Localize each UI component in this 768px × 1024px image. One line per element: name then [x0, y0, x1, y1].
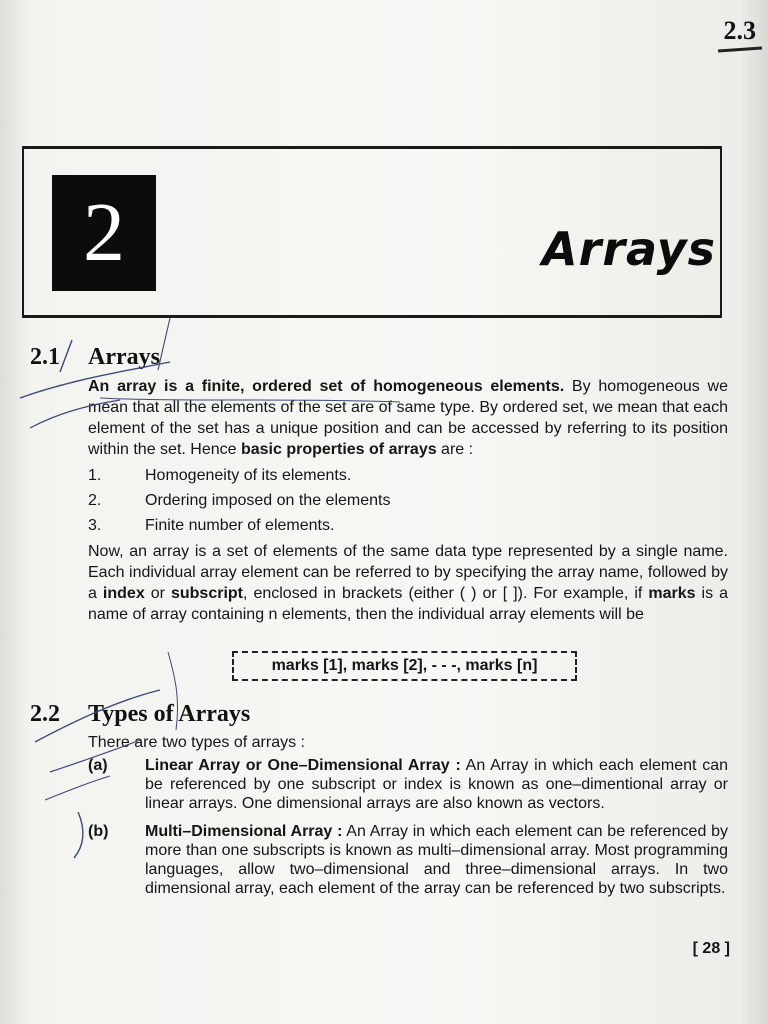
para-text: or: [144, 585, 171, 602]
properties-bold: basic properties of arrays: [240, 441, 437, 458]
item-text: An Array in which each element can be referenced by more than one subscripts is known as multi–dimensional array. Most programming languages, allow two–dimensional and three–dimensional arrays. In two dimensional array, each element of the array can be referenced by two subscripts.: [145, 823, 729, 897]
subscript-bold: subscript: [170, 585, 243, 602]
paragraph-array-definition: [88, 376, 728, 460]
item-title: Linear Array or One–Dimensional Array :: [145, 757, 461, 774]
corner-section-label: 2.3: [723, 16, 756, 45]
chapter-number: 2: [52, 175, 156, 291]
page-number: [ 28 ]: [692, 940, 730, 957]
list-item: [88, 516, 334, 536]
list-text: Homogeneity of its elements.: [145, 467, 352, 484]
para-text: Now, an array is a set of elements of the same data type represented by a single name. Each individual array element can be referred to by specifying the array name, followed by a: [88, 543, 728, 602]
list-number: 2.: [88, 492, 102, 509]
definition-bold: An array is a finite, ordered set of homogeneous elements.: [88, 378, 565, 395]
section-heading-2-1: [30, 344, 160, 371]
section-title: Arrays: [88, 344, 160, 370]
list-number: 1.: [88, 467, 102, 484]
type-item-linear: [88, 756, 728, 813]
paragraph-array-elements: [88, 541, 728, 625]
item-body: [145, 822, 728, 898]
para-text: is a name of array containing n elements, then the individual array elements will be: [88, 585, 729, 623]
type-item-multi: [88, 822, 728, 898]
example-box: marks [1], marks [2], - - -, marks [n]: [232, 651, 577, 681]
section-title: Types of Arrays: [88, 701, 251, 727]
index-bold: index: [102, 585, 145, 602]
item-marker: (a): [88, 757, 108, 774]
section-heading-2-2: [30, 701, 250, 728]
list-item: [88, 466, 351, 486]
chapter-title: Arrays: [542, 222, 716, 276]
definition-end: are :: [436, 441, 474, 458]
definition-text: By homogeneous we mean that all the elements of the set are of same type. By ordered set, we mean that each element of the set has a unique position and can be accessed by referring to its position within the set. Hence: [88, 378, 728, 458]
list-text: Ordering imposed on the elements: [145, 492, 391, 509]
para-text: , enclosed in brackets (either ( ) or [ ]). For example, if: [242, 585, 649, 602]
section-number: 2.2: [30, 701, 60, 727]
list-text: Finite number of elements.: [145, 517, 335, 534]
item-marker: (b): [88, 823, 109, 840]
item-text: An Array in which each element can be referenced by one subscript or index is known as one–dimentional array or linear arrays. One dimensional arrays are also known as vectors.: [145, 757, 728, 812]
types-intro: There are two types of arrays :: [88, 734, 305, 751]
item-title: Multi–Dimensional Array :: [145, 823, 343, 840]
marks-bold: marks: [648, 585, 696, 602]
list-number: 3.: [88, 517, 102, 534]
section-number: 2.1: [30, 344, 60, 370]
list-item: [88, 491, 390, 511]
item-body: [145, 756, 728, 813]
